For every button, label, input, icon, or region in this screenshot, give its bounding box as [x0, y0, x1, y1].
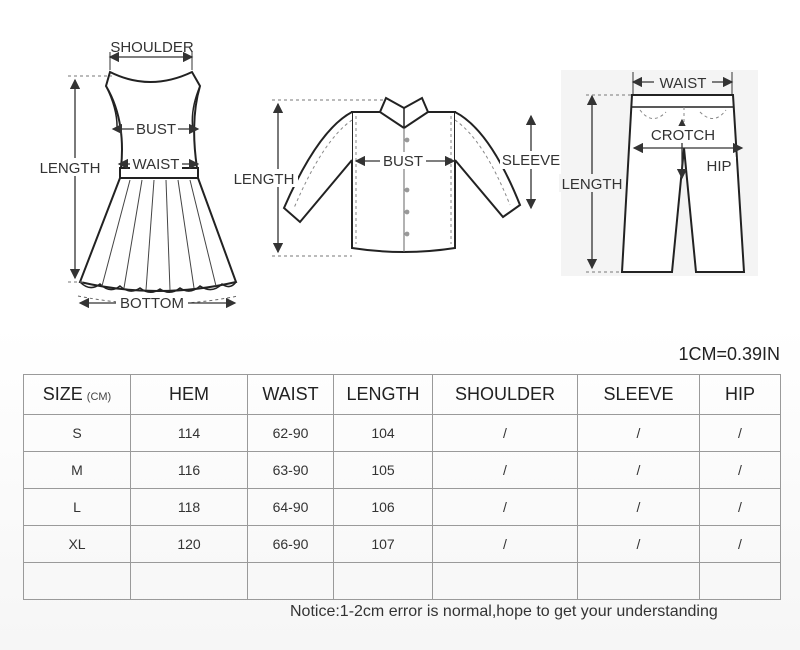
- cell-sleeve: /: [578, 526, 700, 563]
- cell-hip: [700, 563, 781, 600]
- cell-shoulder: /: [433, 489, 578, 526]
- cell-hem: [131, 563, 248, 600]
- shirt-figure: [284, 98, 520, 252]
- dress-shoulder-label: SHOULDER: [110, 39, 194, 56]
- notice-text: Notice:1-2cm error is normal,hope to get your understanding: [290, 603, 718, 620]
- table-header-row: [24, 375, 781, 415]
- header-hem: HEM: [131, 375, 248, 415]
- header-size: SIZE (CM): [24, 375, 131, 415]
- pants-waist-label: WAIST: [659, 75, 707, 92]
- unit-conversion: 1CM=0.39IN: [678, 344, 780, 364]
- cell-size: S: [24, 415, 131, 452]
- header-hip: HIP: [700, 375, 781, 415]
- table-row: [24, 526, 781, 563]
- cell-length: [334, 563, 433, 600]
- cell-waist: [248, 563, 334, 600]
- cell-hip: /: [700, 415, 781, 452]
- shirt-sleeve-label: SLEEVE: [501, 152, 561, 169]
- dress-length-label: LENGTH: [39, 160, 101, 177]
- cell-length: 105: [334, 452, 433, 489]
- dress-bottom-label: BOTTOM: [120, 295, 184, 312]
- cell-hip: /: [700, 489, 781, 526]
- cell-hem: 116: [131, 452, 248, 489]
- dress-figure: [78, 72, 238, 304]
- cell-shoulder: /: [433, 415, 578, 452]
- cell-hip: /: [700, 452, 781, 489]
- cell-sleeve: [578, 563, 700, 600]
- cell-sleeve: /: [578, 489, 700, 526]
- cell-waist: 66-90: [248, 526, 334, 563]
- dress-bust-label: BUST: [135, 121, 177, 138]
- cell-sleeve: /: [578, 415, 700, 452]
- cell-size: L: [24, 489, 131, 526]
- pants-hip-label: HIP: [706, 158, 732, 175]
- cell-hem: 114: [131, 415, 248, 452]
- table-row-empty: [24, 563, 781, 600]
- cell-length: 104: [334, 415, 433, 452]
- cell-shoulder: [433, 563, 578, 600]
- size-unit: (CM): [86, 391, 112, 403]
- cell-hem: 120: [131, 526, 248, 563]
- cell-waist: 64-90: [248, 489, 334, 526]
- cell-sleeve: /: [578, 452, 700, 489]
- cell-length: 107: [334, 526, 433, 563]
- shirt-length-label: LENGTH: [233, 171, 295, 188]
- pants-length-label: LENGTH: [561, 176, 623, 193]
- table-row: [24, 489, 781, 526]
- cell-length: 106: [334, 489, 433, 526]
- header-shoulder: SHOULDER: [433, 375, 578, 415]
- header-sleeve: SLEEVE: [578, 375, 700, 415]
- cell-size: M: [24, 452, 131, 489]
- header-length: LENGTH: [334, 375, 433, 415]
- table-row: [24, 452, 781, 489]
- header-waist: WAIST: [248, 375, 334, 415]
- cell-waist: 63-90: [248, 452, 334, 489]
- pants-crotch-label: CROTCH: [650, 127, 716, 144]
- size-chart-table: [23, 374, 781, 600]
- cell-size: [24, 563, 131, 600]
- shirt-bust-label: BUST: [382, 153, 424, 170]
- cell-hem: 118: [131, 489, 248, 526]
- cell-shoulder: /: [433, 452, 578, 489]
- cell-shoulder: /: [433, 526, 578, 563]
- cell-hip: /: [700, 526, 781, 563]
- cell-waist: 62-90: [248, 415, 334, 452]
- cell-size: XL: [24, 526, 131, 563]
- table-row: [24, 415, 781, 452]
- dress-waist-label: WAIST: [132, 156, 180, 173]
